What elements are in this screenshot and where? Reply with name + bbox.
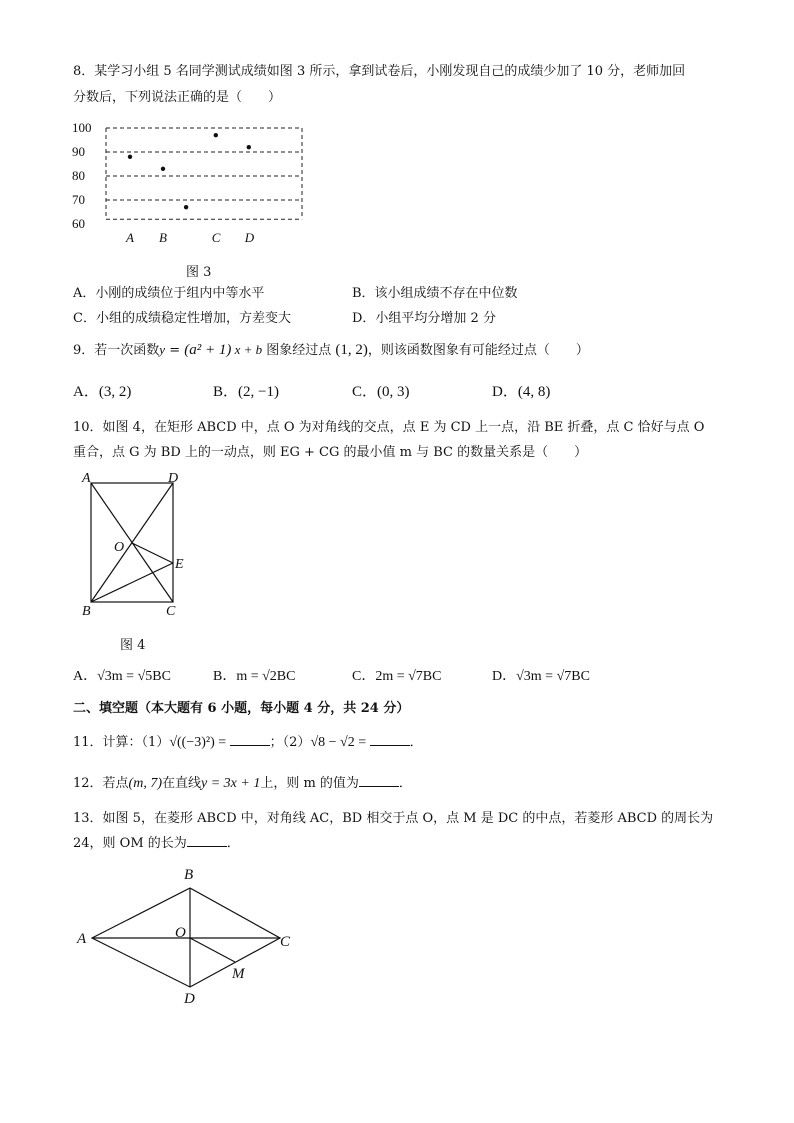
q12-mid: 在直线 bbox=[161, 776, 201, 791]
ytick-100: 100 bbox=[72, 120, 92, 135]
label-c: C bbox=[280, 934, 291, 950]
q9-paren: (a² + 1) bbox=[184, 342, 232, 358]
q11-prefix: 11．计算：（1） bbox=[73, 735, 170, 750]
q12-blank[interactable] bbox=[359, 774, 399, 787]
q10-option-d: D．√3m = √7BC bbox=[492, 669, 590, 684]
q11-blank-2[interactable] bbox=[370, 733, 410, 746]
segment-oe bbox=[132, 543, 173, 563]
q9-option-d: D．(4, 8) bbox=[492, 384, 551, 400]
point-C bbox=[214, 133, 218, 137]
q13-line2-wrap bbox=[73, 831, 240, 857]
q9-y: y bbox=[159, 342, 166, 357]
ytick-90: 90 bbox=[72, 144, 85, 159]
point-D bbox=[247, 145, 251, 149]
label-d: D bbox=[168, 471, 179, 486]
q13-line2: 24，则 OM 的长为 bbox=[73, 836, 187, 851]
q9-stem bbox=[73, 337, 589, 364]
label-o: O bbox=[114, 540, 125, 555]
q10-line1: 10．如图 4，在矩形 ABCD 中，点 O 为对角线的交点，点 E 为 CD 上一点，沿 BE 折叠，点 C 恰好与点 O bbox=[73, 420, 705, 435]
q8-option-a: A．小刚的成绩位于组内中等水平 bbox=[73, 286, 265, 301]
chart-grid bbox=[106, 128, 302, 219]
q11-expr2: √8 − √2 = bbox=[310, 735, 370, 750]
point-A bbox=[128, 155, 132, 159]
q9-option-a: A．(3, 2) bbox=[73, 384, 132, 400]
section-2-heading: 二、填空题（本大题有 6 小题，每小题 4 分，共 24 分） bbox=[73, 701, 410, 716]
ytick-70: 70 bbox=[72, 192, 85, 207]
label-d: D bbox=[184, 991, 195, 1007]
label-o: O bbox=[175, 925, 186, 941]
q10-option-b: B．m = √2BC bbox=[213, 669, 296, 684]
xlabel-A: A bbox=[126, 230, 134, 245]
q9-prefix: 9．若一次函数 bbox=[73, 343, 160, 358]
q12-line: y = 3x + 1 bbox=[201, 776, 261, 791]
q10-option-c: C．2m = √7BC bbox=[352, 669, 442, 684]
q9-point: (1, 2) bbox=[335, 342, 368, 358]
q12-suffix: 上，则 m 的值为 bbox=[260, 776, 359, 791]
q8-scatter-chart bbox=[70, 116, 320, 248]
xlabel-C: C bbox=[211, 230, 221, 245]
ytick-80: 80 bbox=[72, 168, 85, 183]
q9-suffix: ，则该函数图象有可能经过点（ ） bbox=[367, 343, 589, 358]
q8-figure-label: 图 3 bbox=[186, 265, 212, 280]
label-b: B bbox=[82, 604, 91, 619]
q13-line1: 13．如图 5，在菱形 ABCD 中，对角线 AC，BD 相交于点 O，点 M 是 DC 的中点，若菱形 ABCD 的周长为 bbox=[73, 811, 714, 826]
q12-end: ． bbox=[398, 776, 412, 791]
q8-line2: 分数后，下列说法正确的是（ ） bbox=[73, 90, 282, 105]
q9-xb: x + b bbox=[231, 342, 263, 357]
q10-figure-label: 图 4 bbox=[120, 638, 146, 653]
label-b: B bbox=[184, 867, 194, 883]
q13-end: ． bbox=[226, 836, 240, 851]
label-m: M bbox=[232, 966, 245, 982]
q11-mid: ；（2） bbox=[269, 735, 311, 750]
point-unlabeled-2 bbox=[184, 205, 188, 209]
q11-end: ． bbox=[409, 735, 423, 750]
q8-option-b: B．该小组成绩不存在中位数 bbox=[352, 286, 518, 301]
q10-option-a: A．√3m = √5BC bbox=[73, 669, 171, 684]
xlabel-B: B bbox=[159, 230, 167, 245]
q10-rectangle-figure bbox=[78, 470, 190, 620]
q11-blank-1[interactable] bbox=[230, 733, 270, 746]
q8-option-c: C．小组的成绩稳定性增加，方差变大 bbox=[73, 311, 291, 326]
segment-om bbox=[190, 938, 235, 962]
label-e: E bbox=[175, 557, 184, 572]
q9-option-c: C．(0, 3) bbox=[352, 384, 410, 400]
xlabel-D: D bbox=[244, 230, 255, 245]
segment-be bbox=[91, 563, 173, 602]
chart-points bbox=[128, 133, 251, 209]
q9-mid: 图象经过点 bbox=[262, 343, 336, 358]
q8-line1: 8．某学习小组 5 名同学测试成绩如图 3 所示，拿到试卷后，小刚发现自己的成绩少加了 10 分，老师加回 bbox=[73, 64, 686, 79]
chart-xlabels bbox=[125, 230, 255, 245]
q11-expr1: √((−3)²) = bbox=[169, 735, 230, 750]
q9-eq: = bbox=[165, 343, 185, 358]
q11-stem bbox=[73, 730, 423, 756]
q13-blank[interactable] bbox=[187, 834, 227, 847]
q12-stem bbox=[73, 771, 412, 797]
label-a: A bbox=[77, 931, 87, 947]
chart-yticks bbox=[72, 120, 92, 231]
label-a: A bbox=[82, 471, 91, 486]
q12-prefix: 12．若点 bbox=[73, 776, 129, 791]
label-c: C bbox=[166, 604, 176, 619]
q12-point: (m, 7) bbox=[128, 776, 162, 791]
ytick-60: 60 bbox=[72, 216, 85, 231]
q9-option-b: B．(2, −1) bbox=[213, 384, 279, 400]
q13-rhombus-figure bbox=[72, 862, 304, 1010]
point-B bbox=[161, 167, 165, 171]
q8-option-d: D．小组平均分增加 2 分 bbox=[352, 311, 496, 326]
q10-line2: 重合，点 G 为 BD 上的一动点，则 EG + CG 的最小值 m 与 BC 的数量关系是（ ） bbox=[73, 445, 588, 460]
